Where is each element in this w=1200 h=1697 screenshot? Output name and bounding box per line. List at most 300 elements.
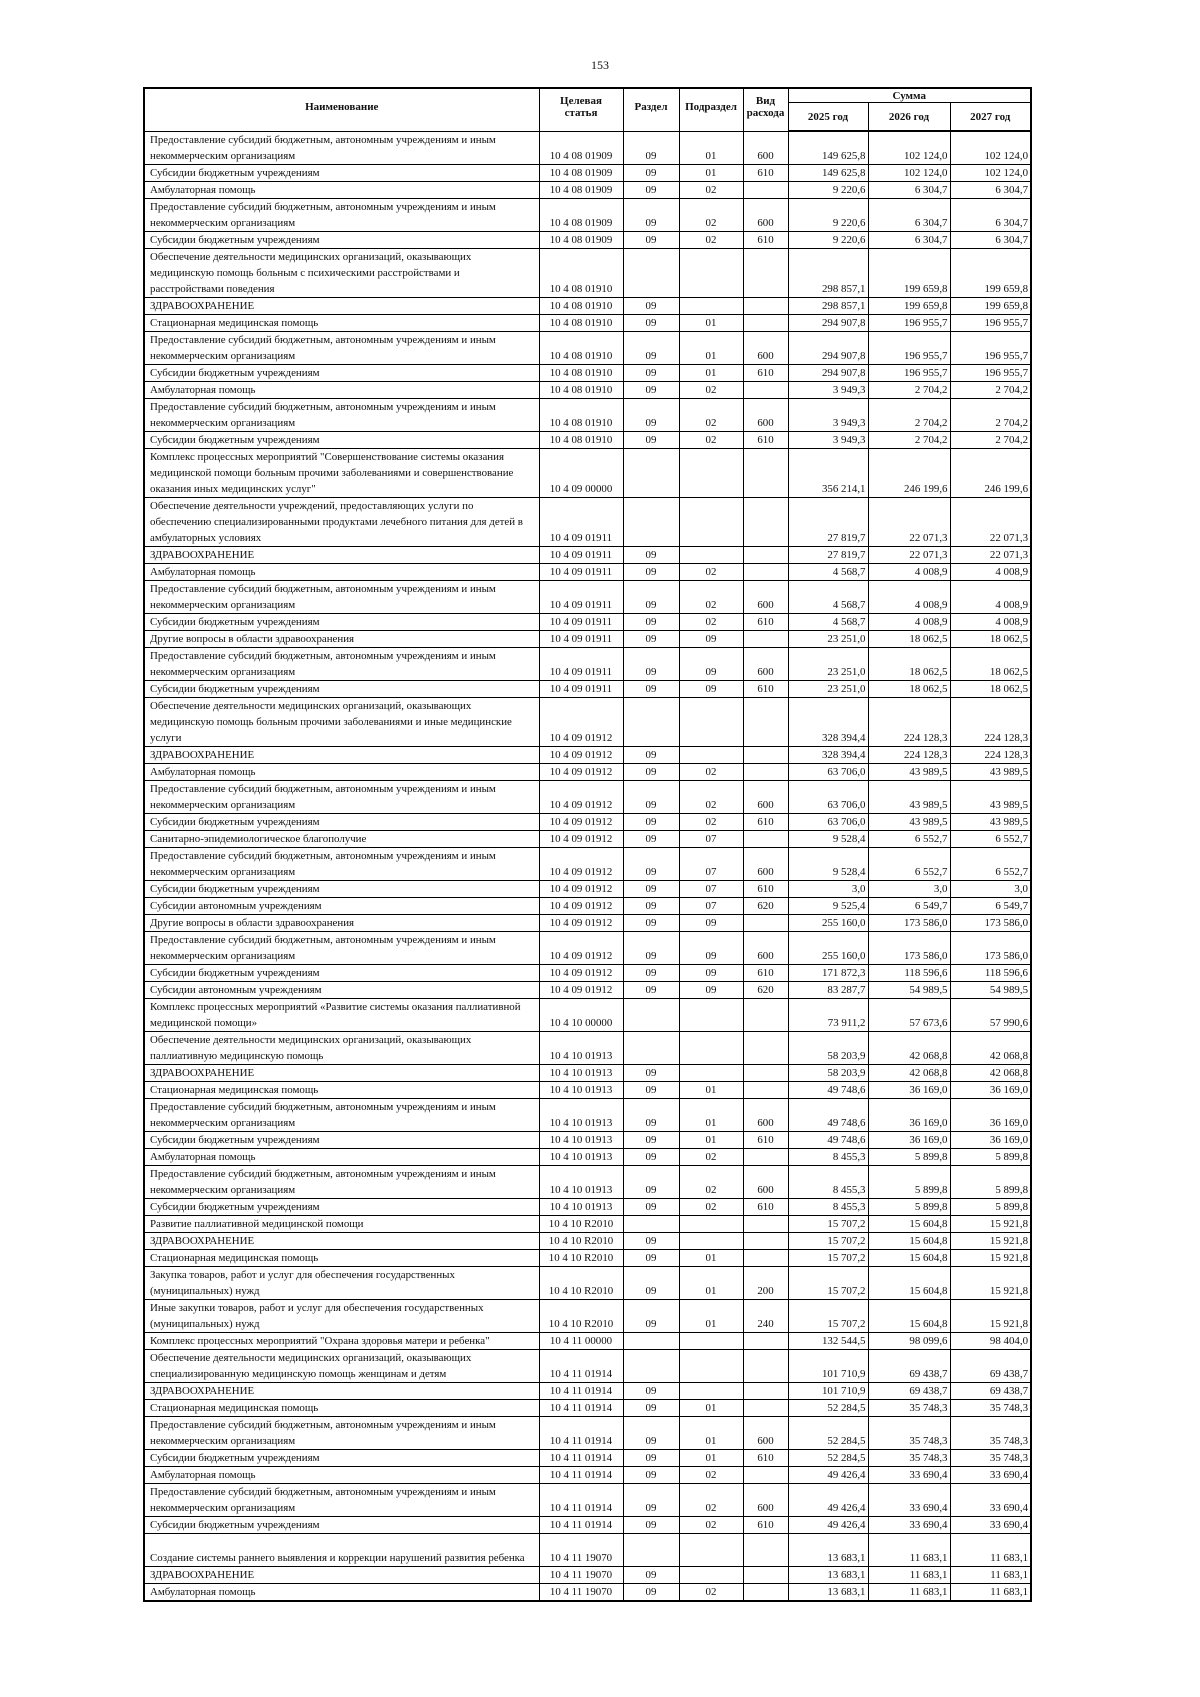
sum-2026-cell: 102 124,0 [868, 131, 950, 164]
expense-type-cell: 610 [743, 164, 788, 181]
target-article-cell: 10 4 08 01910 [539, 248, 623, 297]
sum-2026-cell: 18 062,5 [868, 647, 950, 680]
section-cell [623, 1215, 679, 1232]
row-name-cell: Субсидии автономным учреждениям [144, 981, 539, 998]
table-row [144, 1332, 1031, 1349]
header-year-2027: 2027 год [950, 103, 1031, 132]
target-article-cell: 10 4 09 01912 [539, 697, 623, 746]
section-cell: 09 [623, 297, 679, 314]
row-name-cell: Предоставление субсидий бюджетным, автономным учреждениям и иным некоммерческим организациям [144, 1483, 539, 1516]
expense-type-cell: 600 [743, 198, 788, 231]
sum-2026-cell: 11 683,1 [868, 1583, 950, 1601]
section-cell: 09 [623, 630, 679, 647]
section-cell: 09 [623, 1131, 679, 1148]
target-article-cell: 10 4 10 01913 [539, 1098, 623, 1131]
table-row [144, 914, 1031, 931]
subsection-cell: 01 [679, 1098, 743, 1131]
target-article-cell: 10 4 08 01910 [539, 297, 623, 314]
sum-2027-cell: 98 404,0 [950, 1332, 1031, 1349]
row-name-cell: Предоставление субсидий бюджетным, автономным учреждениям и иным некоммерческим организациям [144, 847, 539, 880]
subsection-cell: 02 [679, 398, 743, 431]
expense-type-cell [743, 746, 788, 763]
expense-type-cell: 610 [743, 964, 788, 981]
section-cell [623, 998, 679, 1031]
subsection-cell: 02 [679, 563, 743, 580]
section-cell: 09 [623, 364, 679, 381]
budget-table [143, 87, 1032, 1602]
table-row [144, 780, 1031, 813]
sum-2026-cell: 35 748,3 [868, 1449, 950, 1466]
sum-2025-cell: 132 544,5 [788, 1332, 868, 1349]
header-subsection: Подраздел [679, 88, 743, 131]
subsection-cell [679, 248, 743, 297]
expense-type-cell: 240 [743, 1299, 788, 1332]
sum-2025-cell: 15 707,2 [788, 1215, 868, 1232]
section-cell: 09 [623, 880, 679, 897]
target-article-cell: 10 4 09 01911 [539, 630, 623, 647]
sum-2026-cell: 102 124,0 [868, 164, 950, 181]
table-row [144, 1232, 1031, 1249]
header-row-top [144, 88, 1031, 103]
subsection-cell: 02 [679, 381, 743, 398]
section-cell: 09 [623, 131, 679, 164]
expense-type-cell [743, 697, 788, 746]
expense-type-cell [743, 1249, 788, 1266]
expense-type-cell: 600 [743, 1165, 788, 1198]
sum-2025-cell: 63 706,0 [788, 813, 868, 830]
sum-2026-cell: 15 604,8 [868, 1232, 950, 1249]
target-article-cell: 10 4 09 01912 [539, 897, 623, 914]
target-article-cell: 10 4 10 01913 [539, 1148, 623, 1165]
sum-2026-cell: 36 169,0 [868, 1098, 950, 1131]
sum-2027-cell: 42 068,8 [950, 1064, 1031, 1081]
table-body [144, 131, 1031, 1601]
section-cell: 09 [623, 1466, 679, 1483]
table-row [144, 297, 1031, 314]
target-article-cell: 10 4 10 00000 [539, 998, 623, 1031]
row-name-cell: Предоставление субсидий бюджетным, автономным учреждениям и иным некоммерческим организациям [144, 1098, 539, 1131]
row-name-cell: Стационарная медицинская помощь [144, 1249, 539, 1266]
subsection-cell [679, 448, 743, 497]
section-cell: 09 [623, 381, 679, 398]
section-cell: 09 [623, 830, 679, 847]
table-row [144, 1249, 1031, 1266]
subsection-cell: 02 [679, 580, 743, 613]
subsection-cell: 02 [679, 1583, 743, 1601]
expense-type-cell: 610 [743, 1198, 788, 1215]
sum-2025-cell: 3 949,3 [788, 431, 868, 448]
subsection-cell: 02 [679, 613, 743, 630]
sum-2026-cell: 6 552,7 [868, 847, 950, 880]
sum-2027-cell: 4 008,9 [950, 563, 1031, 580]
table-row [144, 580, 1031, 613]
expense-type-cell [743, 998, 788, 1031]
section-cell: 09 [623, 1483, 679, 1516]
sum-2026-cell: 6 549,7 [868, 897, 950, 914]
row-name-cell: Предоставление субсидий бюджетным, автономным учреждениям и иным некоммерческим организациям [144, 647, 539, 680]
sum-2025-cell: 8 455,3 [788, 1198, 868, 1215]
expense-type-cell [743, 1064, 788, 1081]
expense-type-cell: 610 [743, 813, 788, 830]
sum-2026-cell: 173 586,0 [868, 914, 950, 931]
sum-2027-cell: 6 304,7 [950, 198, 1031, 231]
sum-2026-cell: 36 169,0 [868, 1131, 950, 1148]
row-name-cell: Комплекс процессных мероприятий "Совершенствование системы оказания медицинской помощи больным прочими заболеваниями и совершенствование оказания иных медицинских услуг" [144, 448, 539, 497]
target-article-cell: 10 4 10 01913 [539, 1165, 623, 1198]
row-name-cell: Субсидии бюджетным учреждениям [144, 431, 539, 448]
expense-type-cell: 600 [743, 580, 788, 613]
row-name-cell: Предоставление субсидий бюджетным, автономным учреждениям и иным некоммерческим организациям [144, 1416, 539, 1449]
expense-type-cell: 610 [743, 364, 788, 381]
expense-type-cell: 600 [743, 931, 788, 964]
expense-type-cell [743, 1031, 788, 1064]
expense-type-cell [743, 1081, 788, 1098]
sum-2025-cell: 49 748,6 [788, 1081, 868, 1098]
sum-2026-cell: 33 690,4 [868, 1466, 950, 1483]
subsection-cell: 02 [679, 813, 743, 830]
expense-type-cell [743, 546, 788, 563]
subsection-cell [679, 1031, 743, 1064]
section-cell [623, 1533, 679, 1566]
sum-2027-cell: 224 128,3 [950, 746, 1031, 763]
sum-2026-cell: 36 169,0 [868, 1081, 950, 1098]
expense-type-cell [743, 248, 788, 297]
target-article-cell: 10 4 08 01910 [539, 314, 623, 331]
target-article-cell: 10 4 11 01914 [539, 1449, 623, 1466]
subsection-cell: 02 [679, 198, 743, 231]
section-cell [623, 448, 679, 497]
row-name-cell: ЗДРАВООХРАНЕНИЕ [144, 546, 539, 563]
table-row [144, 1098, 1031, 1131]
target-article-cell: 10 4 10 01913 [539, 1064, 623, 1081]
subsection-cell: 09 [679, 630, 743, 647]
sum-2027-cell: 35 748,3 [950, 1416, 1031, 1449]
sum-2027-cell: 199 659,8 [950, 297, 1031, 314]
section-cell: 09 [623, 231, 679, 248]
expense-type-cell: 620 [743, 897, 788, 914]
target-article-cell: 10 4 09 01912 [539, 763, 623, 780]
table-row [144, 1533, 1031, 1566]
subsection-cell: 07 [679, 880, 743, 897]
sum-2027-cell: 33 690,4 [950, 1483, 1031, 1516]
sum-2025-cell: 63 706,0 [788, 763, 868, 780]
sum-2025-cell: 149 625,8 [788, 131, 868, 164]
sum-2025-cell: 294 907,8 [788, 314, 868, 331]
subsection-cell: 02 [679, 1198, 743, 1215]
expense-type-cell [743, 1382, 788, 1399]
section-cell: 09 [623, 1583, 679, 1601]
sum-2027-cell: 69 438,7 [950, 1382, 1031, 1399]
table-row [144, 131, 1031, 164]
sum-2027-cell: 22 071,3 [950, 497, 1031, 546]
subsection-cell [679, 497, 743, 546]
header-expense-type: Вид расхода [743, 88, 788, 131]
header-target-article: Целевая статья [539, 88, 623, 131]
target-article-cell: 10 4 10 R2010 [539, 1232, 623, 1249]
sum-2026-cell: 33 690,4 [868, 1483, 950, 1516]
section-cell: 09 [623, 746, 679, 763]
sum-2025-cell: 13 683,1 [788, 1583, 868, 1601]
expense-type-cell: 200 [743, 1266, 788, 1299]
section-cell: 09 [623, 198, 679, 231]
expense-type-cell: 610 [743, 1516, 788, 1533]
sum-2026-cell: 11 683,1 [868, 1533, 950, 1566]
expense-type-cell [743, 497, 788, 546]
sum-2027-cell: 15 921,8 [950, 1232, 1031, 1249]
section-cell: 09 [623, 1516, 679, 1533]
sum-2026-cell: 11 683,1 [868, 1566, 950, 1583]
section-cell: 09 [623, 1081, 679, 1098]
row-name-cell: Предоставление субсидий бюджетным, автономным учреждениям и иным некоммерческим организациям [144, 580, 539, 613]
subsection-cell: 09 [679, 981, 743, 998]
sum-2025-cell: 27 819,7 [788, 546, 868, 563]
sum-2026-cell: 15 604,8 [868, 1215, 950, 1232]
sum-2025-cell: 15 707,2 [788, 1232, 868, 1249]
sum-2026-cell: 199 659,8 [868, 248, 950, 297]
sum-2026-cell: 6 304,7 [868, 231, 950, 248]
row-name-cell: Субсидии бюджетным учреждениям [144, 1449, 539, 1466]
sum-2025-cell: 58 203,9 [788, 1064, 868, 1081]
sum-2025-cell: 13 683,1 [788, 1533, 868, 1566]
sum-2027-cell: 18 062,5 [950, 630, 1031, 647]
sum-2025-cell: 15 707,2 [788, 1299, 868, 1332]
expense-type-cell [743, 630, 788, 647]
target-article-cell: 10 4 09 01911 [539, 613, 623, 630]
table-row [144, 1081, 1031, 1098]
target-article-cell: 10 4 09 01912 [539, 746, 623, 763]
section-cell: 09 [623, 546, 679, 563]
header-sum: Сумма [788, 88, 1031, 103]
table-row [144, 448, 1031, 497]
table-row [144, 181, 1031, 198]
sum-2025-cell: 23 251,0 [788, 630, 868, 647]
subsection-cell [679, 1064, 743, 1081]
expense-type-cell: 600 [743, 331, 788, 364]
expense-type-cell [743, 448, 788, 497]
subsection-cell [679, 1232, 743, 1249]
subsection-cell: 01 [679, 331, 743, 364]
subsection-cell [679, 697, 743, 746]
sum-2025-cell: 4 568,7 [788, 563, 868, 580]
subsection-cell: 02 [679, 231, 743, 248]
table-row [144, 1198, 1031, 1215]
target-article-cell: 10 4 08 01909 [539, 164, 623, 181]
section-cell: 09 [623, 314, 679, 331]
sum-2026-cell: 6 552,7 [868, 830, 950, 847]
section-cell: 09 [623, 1566, 679, 1583]
row-name-cell: Амбулаторная помощь [144, 381, 539, 398]
target-article-cell: 10 4 10 R2010 [539, 1215, 623, 1232]
section-cell: 09 [623, 580, 679, 613]
subsection-cell: 01 [679, 131, 743, 164]
section-cell [623, 248, 679, 297]
sum-2027-cell: 102 124,0 [950, 131, 1031, 164]
table-row [144, 546, 1031, 563]
sum-2027-cell: 2 704,2 [950, 431, 1031, 448]
section-cell: 09 [623, 914, 679, 931]
row-name-cell: Предоставление субсидий бюджетным, автономным учреждениям и иным некоммерческим организациям [144, 331, 539, 364]
sum-2027-cell: 15 921,8 [950, 1215, 1031, 1232]
subsection-cell: 07 [679, 897, 743, 914]
sum-2026-cell: 69 438,7 [868, 1382, 950, 1399]
table-row [144, 998, 1031, 1031]
table-row [144, 1165, 1031, 1198]
subsection-cell: 09 [679, 931, 743, 964]
row-name-cell: Субсидии бюджетным учреждениям [144, 164, 539, 181]
table-row [144, 1131, 1031, 1148]
sum-2025-cell: 3 949,3 [788, 381, 868, 398]
sum-2026-cell: 224 128,3 [868, 697, 950, 746]
row-name-cell: Субсидии бюджетным учреждениям [144, 1131, 539, 1148]
sum-2027-cell: 15 921,8 [950, 1299, 1031, 1332]
row-name-cell: Амбулаторная помощь [144, 1583, 539, 1601]
subsection-cell: 02 [679, 1165, 743, 1198]
section-cell: 09 [623, 1098, 679, 1131]
table-row [144, 431, 1031, 448]
sum-2026-cell: 42 068,8 [868, 1064, 950, 1081]
sum-2027-cell: 43 989,5 [950, 813, 1031, 830]
section-cell: 09 [623, 1416, 679, 1449]
expense-type-cell: 600 [743, 1483, 788, 1516]
section-cell: 09 [623, 780, 679, 813]
table-row [144, 1516, 1031, 1533]
expense-type-cell [743, 914, 788, 931]
sum-2025-cell: 298 857,1 [788, 248, 868, 297]
sum-2025-cell: 294 907,8 [788, 364, 868, 381]
section-cell: 09 [623, 981, 679, 998]
subsection-cell: 02 [679, 1516, 743, 1533]
sum-2027-cell: 173 586,0 [950, 931, 1031, 964]
target-article-cell: 10 4 11 01914 [539, 1399, 623, 1416]
sum-2025-cell: 101 710,9 [788, 1349, 868, 1382]
target-article-cell: 10 4 09 01911 [539, 680, 623, 697]
sum-2026-cell: 22 071,3 [868, 546, 950, 563]
sum-2026-cell: 5 899,8 [868, 1148, 950, 1165]
subsection-cell: 07 [679, 847, 743, 880]
section-cell: 09 [623, 1299, 679, 1332]
expense-type-cell [743, 1583, 788, 1601]
table-row [144, 231, 1031, 248]
sum-2026-cell: 6 304,7 [868, 181, 950, 198]
row-name-cell: Обеспечение деятельности медицинских организаций, оказывающих медицинскую помощь больным прочими заболеваниями и иные медицинские услуги [144, 697, 539, 746]
section-cell: 09 [623, 1165, 679, 1198]
subsection-cell: 09 [679, 964, 743, 981]
target-article-cell: 10 4 11 00000 [539, 1332, 623, 1349]
row-name-cell: Другие вопросы в области здравоохранения [144, 914, 539, 931]
expense-type-cell: 610 [743, 680, 788, 697]
header-name: Наименование [144, 88, 539, 131]
expense-type-cell: 600 [743, 647, 788, 680]
table-row [144, 314, 1031, 331]
sum-2026-cell: 54 989,5 [868, 981, 950, 998]
row-name-cell: Обеспечение деятельности медицинских организаций, оказывающих специализированную медицинскую помощь женщинам и детям [144, 1349, 539, 1382]
table-row [144, 763, 1031, 780]
subsection-cell: 01 [679, 1299, 743, 1332]
row-name-cell: ЗДРАВООХРАНЕНИЕ [144, 297, 539, 314]
sum-2026-cell: 199 659,8 [868, 297, 950, 314]
expense-type-cell: 610 [743, 880, 788, 897]
subsection-cell: 01 [679, 1399, 743, 1416]
sum-2026-cell: 3,0 [868, 880, 950, 897]
table-row [144, 847, 1031, 880]
table-row [144, 1215, 1031, 1232]
row-name-cell: Комплекс процессных мероприятий «Развитие системы оказания паллиативной медицинской помощи» [144, 998, 539, 1031]
section-cell [623, 1349, 679, 1382]
section-cell: 09 [623, 897, 679, 914]
sum-2026-cell: 196 955,7 [868, 331, 950, 364]
target-article-cell: 10 4 10 R2010 [539, 1249, 623, 1266]
expense-type-cell [743, 763, 788, 780]
table-row [144, 1399, 1031, 1416]
expense-type-cell [743, 181, 788, 198]
expense-type-cell [743, 830, 788, 847]
section-cell: 09 [623, 1232, 679, 1249]
row-name-cell: Стационарная медицинская помощь [144, 1081, 539, 1098]
sum-2026-cell: 18 062,5 [868, 680, 950, 697]
subsection-cell [679, 998, 743, 1031]
sum-2025-cell: 49 426,4 [788, 1466, 868, 1483]
expense-type-cell: 610 [743, 1131, 788, 1148]
target-article-cell: 10 4 11 01914 [539, 1349, 623, 1382]
row-name-cell: ЗДРАВООХРАНЕНИЕ [144, 1382, 539, 1399]
subsection-cell [679, 546, 743, 563]
expense-type-cell [743, 381, 788, 398]
row-name-cell: Амбулаторная помощь [144, 563, 539, 580]
row-name-cell: Стационарная медицинская помощь [144, 1399, 539, 1416]
sum-2026-cell: 5 899,8 [868, 1198, 950, 1215]
row-name-cell: Предоставление субсидий бюджетным, автономным учреждениям и иным некоммерческим организациям [144, 131, 539, 164]
target-article-cell: 10 4 08 01910 [539, 431, 623, 448]
target-article-cell: 10 4 08 01910 [539, 364, 623, 381]
header-year-2026: 2026 год [868, 103, 950, 132]
sum-2026-cell: 2 704,2 [868, 431, 950, 448]
target-article-cell: 10 4 09 01912 [539, 981, 623, 998]
sum-2026-cell: 2 704,2 [868, 381, 950, 398]
sum-2027-cell: 15 921,8 [950, 1249, 1031, 1266]
sum-2027-cell: 196 955,7 [950, 331, 1031, 364]
subsection-cell: 02 [679, 780, 743, 813]
sum-2027-cell: 22 071,3 [950, 546, 1031, 563]
target-article-cell: 10 4 11 19070 [539, 1566, 623, 1583]
target-article-cell: 10 4 09 01911 [539, 497, 623, 546]
expense-type-cell [743, 297, 788, 314]
subsection-cell: 09 [679, 914, 743, 931]
sum-2025-cell: 8 455,3 [788, 1148, 868, 1165]
section-cell: 09 [623, 1198, 679, 1215]
subsection-cell: 02 [679, 181, 743, 198]
target-article-cell: 10 4 10 R2010 [539, 1266, 623, 1299]
table-row [144, 630, 1031, 647]
target-article-cell: 10 4 09 01911 [539, 647, 623, 680]
header-section: Раздел [623, 88, 679, 131]
sum-2026-cell: 15 604,8 [868, 1266, 950, 1299]
expense-type-cell [743, 1533, 788, 1566]
row-name-cell: Предоставление субсидий бюджетным, автономным учреждениям и иным некоммерческим организациям [144, 931, 539, 964]
table-row [144, 813, 1031, 830]
section-cell: 09 [623, 563, 679, 580]
row-name-cell: ЗДРАВООХРАНЕНИЕ [144, 746, 539, 763]
table-row [144, 931, 1031, 964]
sum-2026-cell: 43 989,5 [868, 763, 950, 780]
expense-type-cell [743, 1148, 788, 1165]
target-article-cell: 10 4 09 01912 [539, 931, 623, 964]
sum-2025-cell: 49 426,4 [788, 1483, 868, 1516]
subsection-cell: 01 [679, 1081, 743, 1098]
sum-2025-cell: 3,0 [788, 880, 868, 897]
sum-2025-cell: 49 426,4 [788, 1516, 868, 1533]
sum-2026-cell: 42 068,8 [868, 1031, 950, 1064]
sum-2025-cell: 9 220,6 [788, 181, 868, 198]
